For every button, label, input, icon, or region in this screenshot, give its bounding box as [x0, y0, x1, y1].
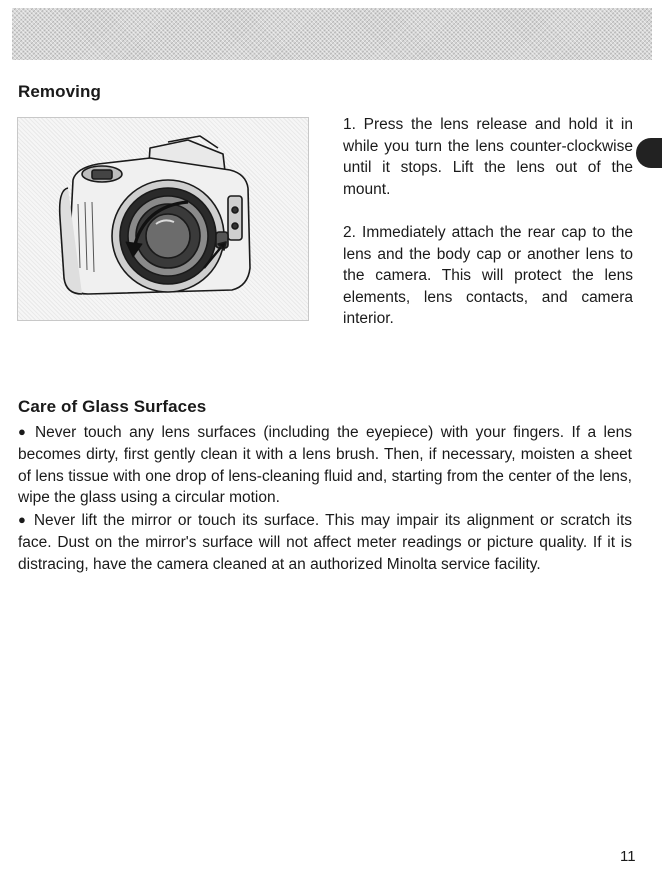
step-1: 1. Press the lens release and hold it in while you turn the lens counter-clockwise until it stops. Lift the lens out of the mount. [343, 116, 633, 198]
care-paragraph-1 [18, 421, 632, 509]
bullet-icon: ● [18, 424, 29, 439]
bullet-icon: ● [18, 512, 28, 528]
step-2: 2. Immediately attach the rear cap to the lens and the body cap or another lens to the camera. This will protect the lens elements, lens contacts, and camera interior. [343, 224, 633, 327]
care-text-2: Never lift the mirror or touch its surface. This may impair its alignment or scratch its face. Dust on the mirror's surface will not affect meter readings or picture quality. If it is distracing, have the camera cleaned at an authorized Minolta service facility. [18, 512, 633, 573]
care-text-1: Never touch any lens surfaces (including the eyepiece) with your fingers. If a lens becomes dirty, first gently clean it with a lens brush. Then, if necessary, moisten a sheet of lens tissue with one drop of lens-cleaning fluid and, starting from the center of the lens, wipe the glass using a circular motion. [18, 424, 632, 507]
page-edge-tab-marker [636, 138, 662, 168]
header-band [12, 8, 652, 60]
section-title-removing: Removing [18, 82, 101, 101]
page-number: 11 [620, 848, 636, 865]
camera-lens-removal-illustration [17, 117, 309, 321]
care-instructions [18, 421, 632, 576]
section-title-care: Care of Glass Surfaces [18, 397, 207, 416]
removal-steps [343, 114, 633, 330]
care-paragraph-2 [18, 509, 632, 575]
